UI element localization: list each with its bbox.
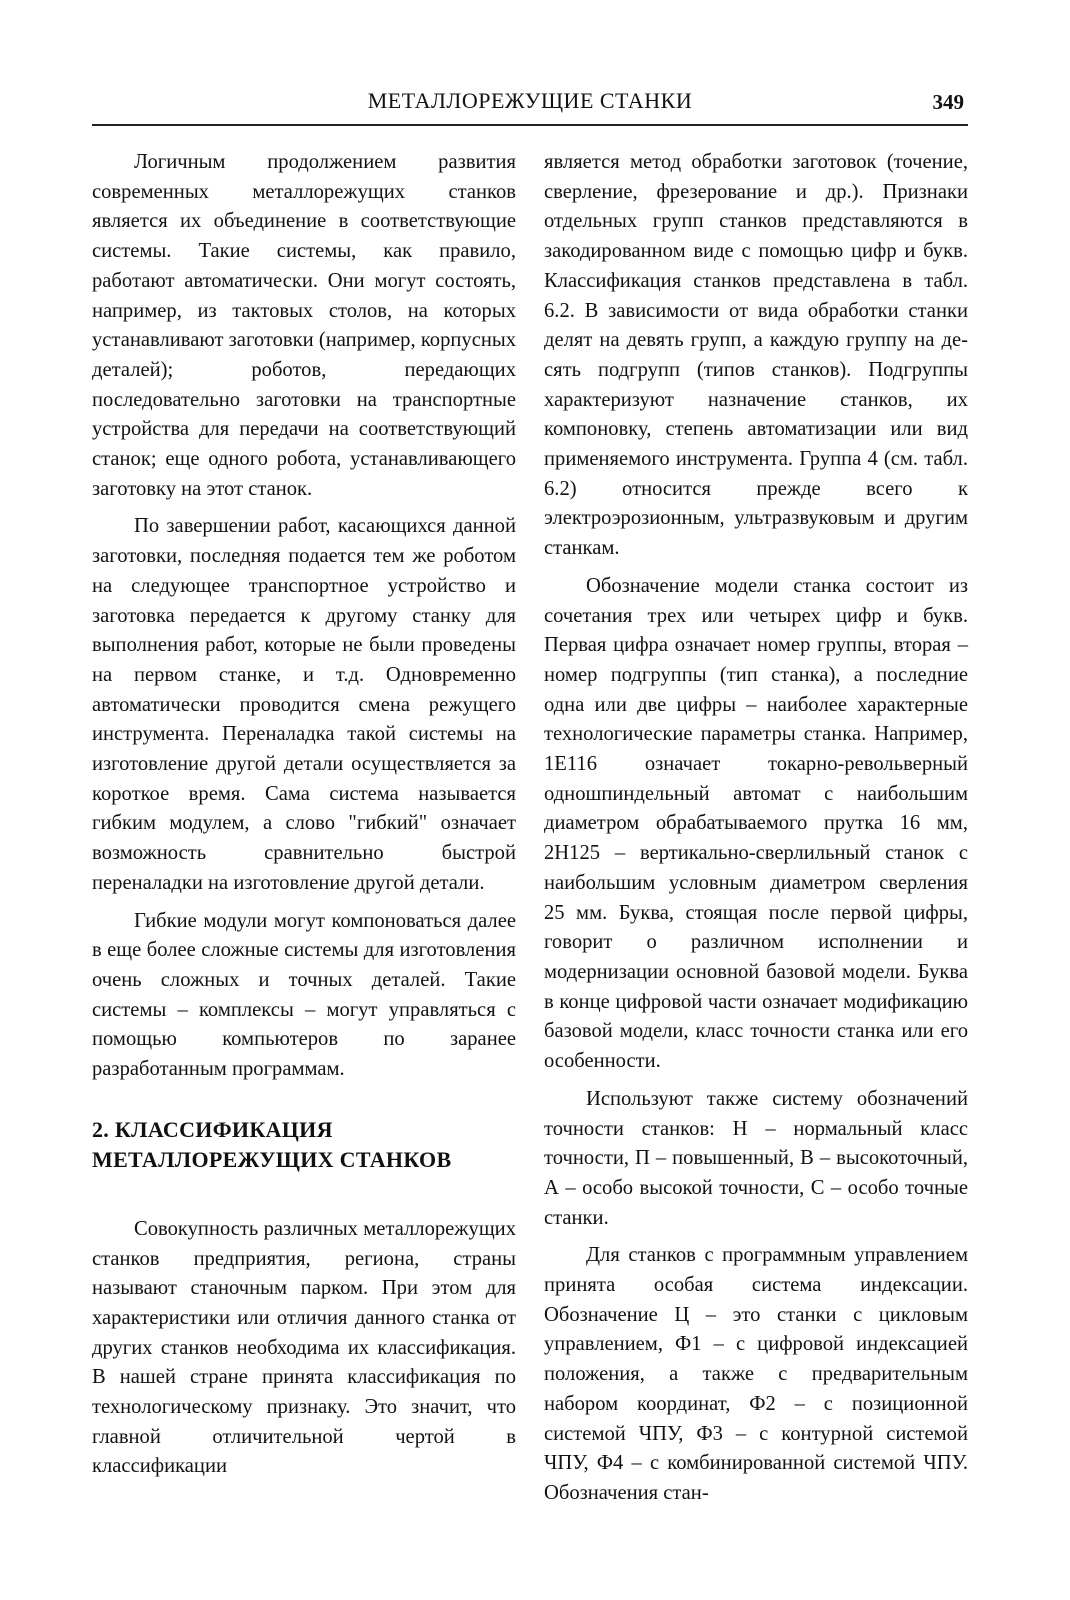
right-column <box>544 148 968 1517</box>
section-heading-line: 2. КЛАССИФИКАЦИЯ <box>92 1116 333 1142</box>
text-columns <box>92 148 968 1517</box>
paragraph: Гибкие модули могут компоноваться далее в еще более сложные системы для изготовления очень сложных и точных деталей. Такие системы – комплексы – могут управляться с помощью компьютеров по заранее разработанным программам. <box>92 909 516 1081</box>
paragraph: По завершении работ, касающихся данной заготовки, последняя подается тем же роботом на следующее транспортное устройство и заготовка передается к другому станку для выполнения работ, которые не были проведены на первом станке, и т.д. Одновременно автоматически проводится смена режущего инструмента. Переналадка такой системы на изготовление другой детали осуществляется за короткое время. Сама система называется гибким модулем, а слово "гибкий" означает возможность сравнительно быстрой переналадки на изготовление другой детали. <box>92 515 516 894</box>
left-column <box>92 148 516 1517</box>
paragraph: Совокупность различных металлорежущих станков предприятия, региона, страны называют станочным парком. При этом для характеристики или отличия данного станка от других станков необходима их классификация. В нашей стране принята классификация по технологическому признаку. Это значит, что главной отличительной чертой в классификации <box>92 1217 516 1478</box>
paragraph: Для станков с программным управлением принята особая система индексации. Обозначение Ц – это станки с цикловым управлением, Ф1 – с цифровой индексацией положения, а также с предварительным набором координат, Ф2 – с позиционной системой ЧПУ, Ф3 – с контурной системой ЧПУ, Ф4 – с комбинированной системой ЧПУ. Обозначения стан- <box>544 1244 968 1504</box>
paragraph: Логичным продолжением развития современных металлорежущих станков является их объединение в соответствующие системы. Такие системы, как правило, работают автоматически. Они могут состоять, например, из тактовых столов, на которых устанавливают заготовки (например, корпусных деталей); роботов, передающих последовательно заготовки на транспортные устройства для передачи на соответствующий станок; еще одного робота, устанавливающего заготовку на этот станок. <box>92 151 516 500</box>
paragraph: Обозначение модели станка состоит из сочетания трех или четырех цифр и букв. Первая цифра означает номер группы, вторая – номер подгруппы (тип станка), а последние одна или две цифры – наиболее характерные технологические параметры станка. Например, 1Е116 означает токарно-револьверный одношпиндельный автомат с наибольшим диаметром обрабатываемого прутка 16 мм, 2Н125 – вертикально-сверлильный станок с наибольшим условным диаметром сверления 25 мм. Буква, стоящая после первой цифры, говорит о различном исполнении и модернизации основной базовой модели. Буква в конце цифровой части означает модификацию базовой модели, класс точности станка или его особенности. <box>544 574 968 1073</box>
paragraph: Используют также систему обозначений точности станков: Н – нормальный класс точности, П – повышенный, В – высокоточный, А – особо высокой точности, С – особо точные станки. <box>544 1087 968 1229</box>
paragraph: является метод обработки заготовок (точение, сверление, фрезерование и др.). Признаки отдельных групп станков представляются в закодированном виде с помощью цифр и букв. Классификация станков представлена в табл. 6.2. В зависимости от вида обработки станки делят на девять групп, а каждую группу на десять подгрупп (типов станков). Подгруппы характеризуют назначение станков, их компоновку, степень автоматизации или вид применяемого инструмента. Группа 4 (см. табл. 6.2) относится прежде всего к электроэрозионным, ультразвуковым и другим станкам. <box>544 151 968 560</box>
section-heading <box>92 1115 516 1175</box>
page-number: 349 <box>932 90 964 114</box>
running-title: МЕТАЛЛОРЕЖУЩИЕ СТАНКИ <box>367 88 693 113</box>
running-header <box>92 84 968 126</box>
section-heading-line: МЕТАЛЛОРЕЖУЩИХ СТАНКОВ <box>92 1146 452 1172</box>
book-page <box>92 84 968 1584</box>
